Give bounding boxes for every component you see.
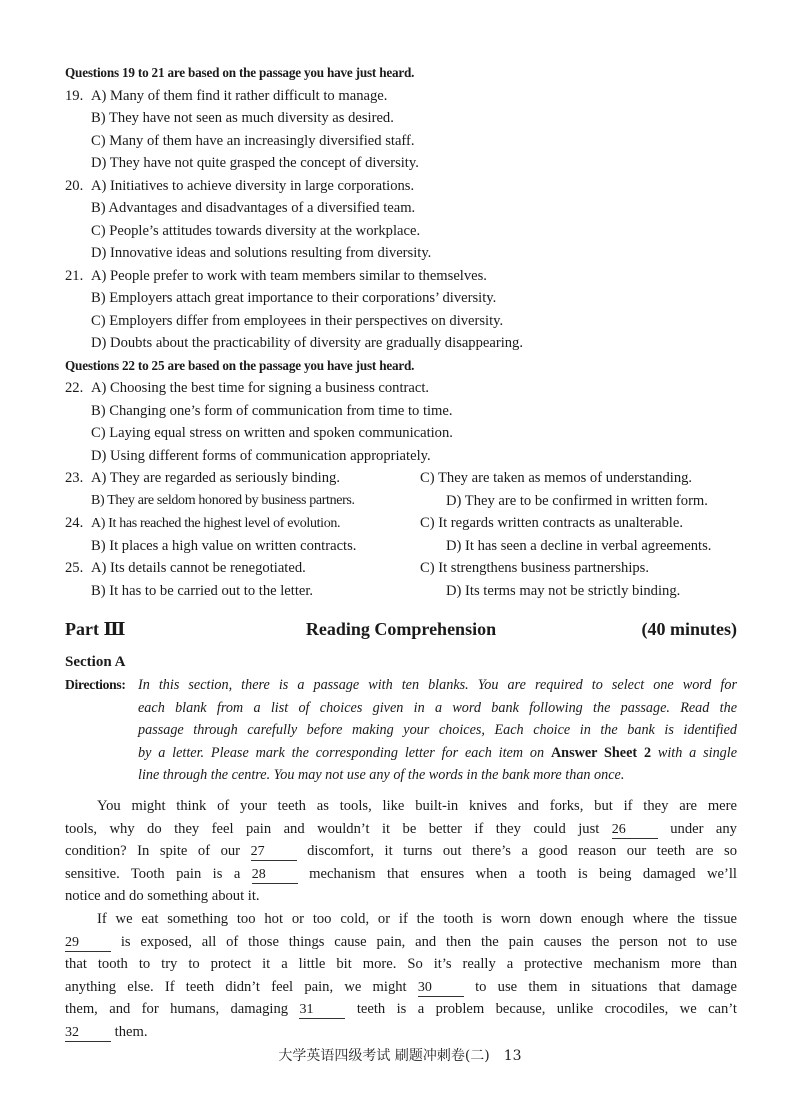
question-20-option-b: B) Advantages and disadvantages of a diversified team. — [91, 200, 416, 216]
question-19-option-b: B) They have not seen as much diversity as desired. — [91, 110, 394, 126]
question-24-row-1 — [65, 512, 737, 535]
question-22-option-c: C) Laying equal stress on written and spoken communication. — [91, 425, 453, 441]
question-group-heading: Questions 19 to 21 are based on the passage you have just heard. — [65, 65, 415, 80]
passage-line: anything else. If teeth didn’t feel pain, we might 30 to use them in situations that damage — [65, 978, 737, 995]
directions-line: line through the centre. You may not use any of the words in the bank more than once. — [138, 767, 625, 784]
footer-title: 大学英语四级考试 刷题冲刺卷(二) — [278, 1048, 490, 1064]
directions-line: passage through carefully before making your choices, Each choice in the bank is identified — [138, 722, 737, 739]
passage-line: You might think of your teeth as tools, like built-in knives and forks, but if they are mere — [97, 797, 737, 814]
blank-26: 26 — [612, 822, 658, 839]
page-number: 13 — [503, 1048, 522, 1064]
question-22-option-a: 22. A) Choosing the best time for signing a business contract. — [65, 377, 737, 400]
directions-line: each blank from a list of choices given in a word bank following the passage. Read the — [138, 699, 737, 716]
question-number: 20. — [65, 177, 84, 194]
answer-sheet-reference: Answer Sheet 2 — [550, 744, 652, 761]
question-23-option-c: C) They are taken as memos of understanding. — [420, 470, 693, 486]
part-label: Part Ⅲ — [65, 618, 126, 639]
question-24-option-c: C) It regards written contracts as unalterable. — [420, 515, 683, 531]
passage-line: 32 them. — [65, 1023, 148, 1040]
question-25-option-d: D) Its terms may not be strictly binding. — [446, 582, 681, 599]
question-22-option-d: D) Using different forms of communication appropriately. — [91, 447, 431, 464]
passage-line: that tooth to try to protect it a little bit more. So it’s really a protective mechanism more than — [65, 956, 737, 973]
question-24-option-d: D) It has seen a decline in verbal agreements. — [446, 537, 712, 554]
question-number: 19. — [65, 87, 84, 104]
question-25-option-b: B) It has to be carried out to the letter. — [91, 582, 314, 599]
question-25-row-1 — [65, 557, 737, 580]
passage-line: tools, why do they feel pain and wouldn’t it be better if they could just 26 under any — [65, 820, 737, 837]
part-title: Reading Comprehension — [305, 618, 497, 639]
question-number: 24. — [65, 515, 84, 531]
question-22-option-b: B) Changing one’s form of communication from time to time. — [91, 402, 453, 419]
question-19-option-d: D) They have not quite grasped the concept of diversity. — [91, 155, 419, 171]
exam-page — [65, 62, 737, 1044]
section-title: Section A — [65, 654, 126, 670]
part-heading — [65, 614, 737, 644]
question-23-option-d: D) They are to be confirmed in written form. — [446, 492, 708, 509]
part-time: (40 minutes) — [641, 618, 737, 639]
question-23-row-1 — [65, 467, 737, 490]
question-number: 21. — [65, 267, 84, 284]
question-20-option-d: D) Innovative ideas and solutions resulting from diversity. — [91, 245, 432, 261]
question-number: 25. — [65, 560, 84, 576]
blank-30: 30 — [418, 980, 464, 997]
question-20-option-c: C) People’s attitudes towards diversity at the workplace. — [91, 222, 421, 239]
reading-passage — [65, 795, 737, 1044]
blank-31: 31 — [299, 1002, 345, 1019]
question-23-option-a: A) They are regarded as seriously binding. — [91, 470, 340, 486]
passage-line: condition? In spite of our 27 discomfort, it turns out there’s a good reason our teeth are so — [65, 843, 737, 860]
question-21-option-d: D) Doubts about the practicability of diversity are gradually disappearing. — [91, 335, 524, 351]
blank-29: 29 — [65, 935, 111, 952]
question-number: 23. — [65, 470, 84, 486]
blank-32: 32 — [65, 1025, 111, 1042]
blank-28: 28 — [252, 867, 298, 884]
page-footer — [0, 1045, 800, 1065]
directions-line: In this section, there is a passage with ten blanks. You are required to select one word for — [138, 677, 737, 693]
question-21-option-b: B) Employers attach great importance to their corporations’ diversity. — [91, 290, 497, 306]
question-23-option-b: B) They are seldom honored by business partners. — [91, 492, 355, 508]
directions — [65, 674, 737, 787]
directions-label: Directions: — [65, 677, 126, 692]
passage-line: If we eat something too hot or too cold, or if the tooth is worn down enough where the tissue — [97, 910, 737, 927]
question-21-option-a: 21. A) People prefer to work with team members similar to themselves. — [65, 265, 737, 288]
question-25-row-2 — [65, 580, 737, 603]
question-25-option-a: A) Its details cannot be renegotiated. — [91, 560, 306, 576]
question-24-option-b: B) It places a high value on written contracts. — [91, 537, 357, 554]
passage-line: them, and for humans, damaging 31 teeth is a problem because, unlike crocodiles, we can’t — [65, 1001, 737, 1018]
passage-line: 29 is exposed, all of those things cause pain, and then the pain causes the person not to use — [65, 933, 737, 950]
question-20-option-a: 20. A) Initiatives to achieve diversity in large corporations. — [65, 175, 737, 198]
question-19-option-a: 19. A) Many of them find it rather difficult to manage. — [65, 85, 737, 108]
question-21-option-c: C) Employers differ from employees in their perspectives on diversity. — [91, 312, 504, 329]
question-19-option-c: C) Many of them have an increasingly diversified staff. — [91, 132, 415, 149]
passage-line: notice and do something about it. — [65, 888, 260, 905]
question-24-option-a: A) It has reached the highest level of evolution. — [91, 516, 341, 531]
question-number: 22. — [65, 380, 84, 396]
directions-line: by a letter. Please mark the corresponding letter for each item on Answer Sheet 2 with a single — [138, 744, 738, 761]
passage-line: sensitive. Tooth pain is a 28 mechanism that ensures when a tooth is being damaged we’ll — [65, 865, 737, 882]
blank-27: 27 — [251, 844, 297, 861]
question-group-heading: Questions 22 to 25 are based on the passage you have just heard. — [65, 357, 415, 373]
question-23-row-2 — [65, 490, 737, 513]
question-25-option-c: C) It strengthens business partnerships. — [420, 560, 650, 576]
question-24-row-2 — [65, 535, 737, 558]
